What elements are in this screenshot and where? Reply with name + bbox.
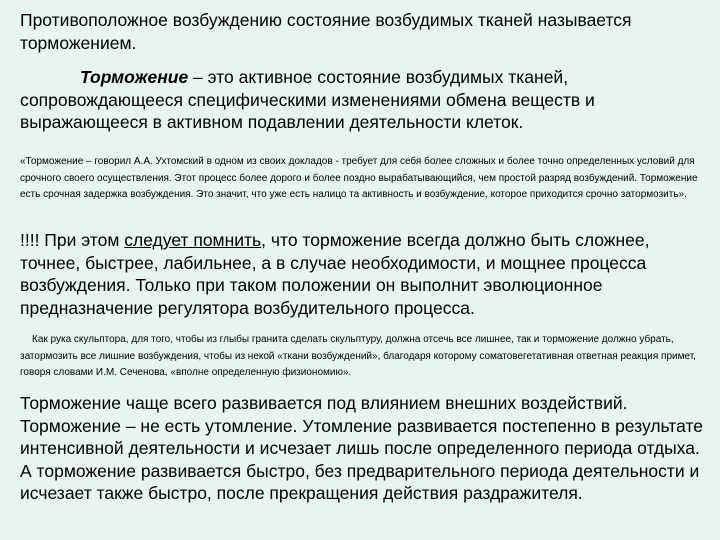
ukhtomsky-quote-text: «Торможение – говорил А.А. Ухтомский в одном из своих докладов - требует для себя более сложных и более точно определенных условий для срочного своего осуществления. Этот процесс более дорого и более поздно вырабатывающийся, чем простой разряд возбуждений. Торможение есть срочная задержка возбуждения. Это значит, что уже есть налицо та активность и возбуждение, которое приходится срочно затормозить». bbox=[20, 156, 698, 200]
remember-paragraph bbox=[20, 229, 710, 319]
definition-text: – это активное состояние возбудимых тканей, сопровождающееся специфическими изменениями обмена веществ и выражающееся в активном подавлении деятельности клеток. bbox=[20, 67, 595, 132]
remember-underlined: следует помнить bbox=[124, 230, 262, 250]
sculptor-text: Как рука скульптора, для того, чтобы из глыбы гранита сделать скульптуру, должна отсечь все лишнее, так и торможение должно убрать, затормозить все лишние возбуждения, чтобы из некой «ткани возбуждений», благодаря которому соматовегетативная ответная реакция примет, говоря словами И.М. Сеченова, «вполне определенную физиономию». bbox=[20, 334, 696, 378]
definition-term: Торможение bbox=[80, 67, 189, 87]
closing-text: Торможение чаще всего развивается под влиянием внешних воздействий. Торможение – не есть утомление. Утомление развивается постепенно в результате интенсивной деятельности и исчезает лишь после определенного периода отдыха. А торможение развивается быстро, без предварительного периода деятельности и исчезает также быстро, после прекращения действия раздражителя. bbox=[20, 393, 704, 503]
closing-paragraph bbox=[20, 392, 710, 505]
ukhtomsky-quote-paragraph bbox=[20, 154, 712, 204]
remember-prefix: !!!! При этом bbox=[20, 230, 125, 250]
remember-text: , что торможение всегда должно быть сложнее, точнее, быстрее, лабильнее, а в случае необходимости, и мощнее процесса возбуждения. Только при таком положении он выполнит эволюционное предназначение регулятора возбудительного процесса. bbox=[20, 230, 650, 318]
definition-paragraph bbox=[20, 66, 710, 134]
intro-text: Противоположное возбуждению состояние возбудимых тканей называется торможением. bbox=[20, 10, 632, 53]
sculptor-paragraph bbox=[20, 332, 712, 382]
intro-paragraph bbox=[20, 9, 710, 54]
